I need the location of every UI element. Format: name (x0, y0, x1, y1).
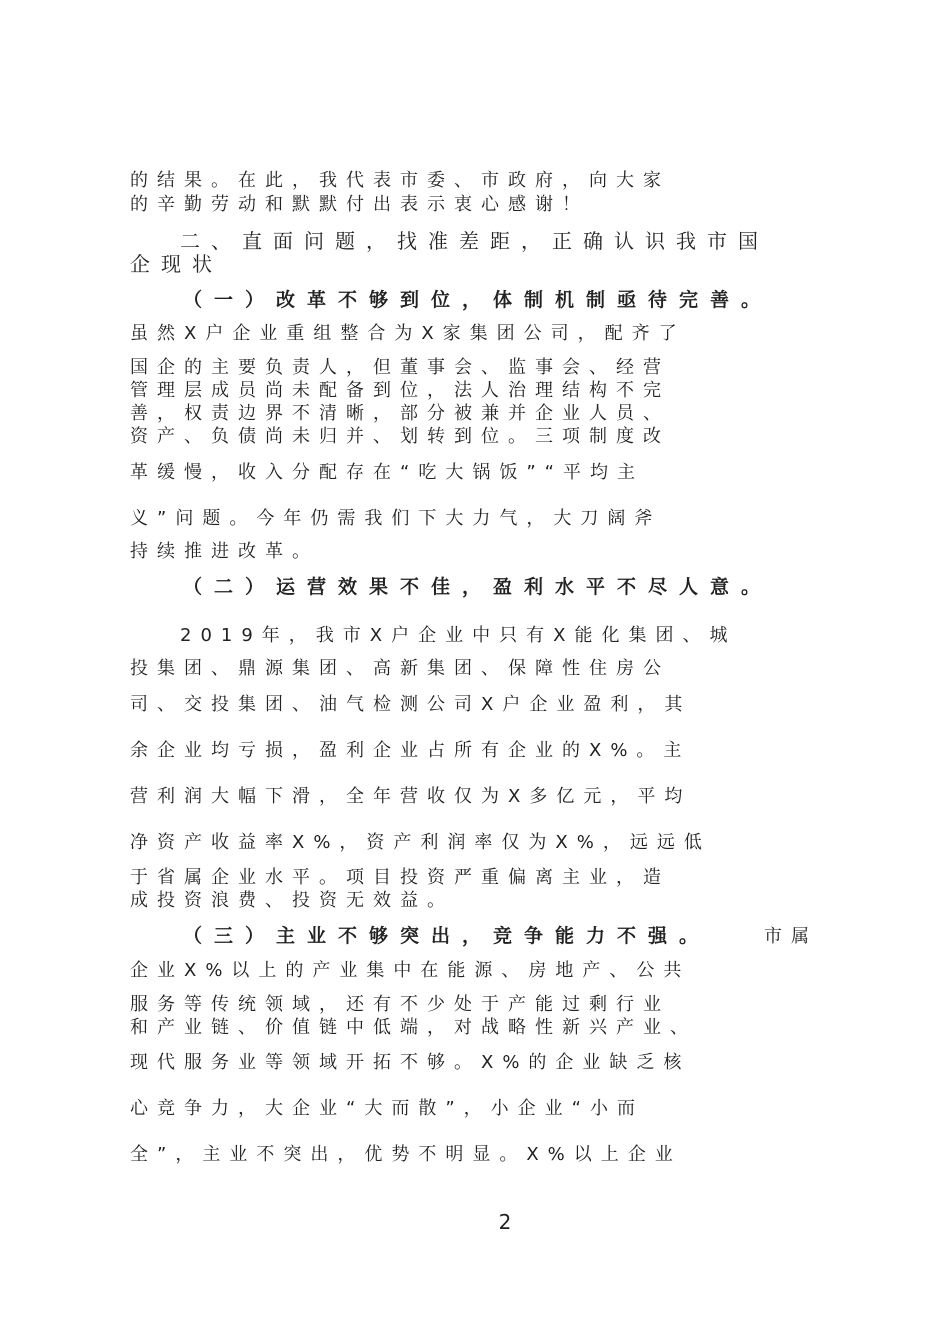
page-number: 2 (498, 1210, 512, 1234)
text-line: 全”，主业不突出，优势不明显。X%以上企业 (130, 1144, 682, 1165)
text-line: 持续推进改革。 (130, 541, 319, 562)
subheading-1: （一）改革不够到位，体制机制亟待完善。 (183, 289, 773, 311)
text-line: 心竞争力，大企业“大而散”，小企业“小而 (130, 1098, 644, 1119)
text-line: 企业X%以上的产业集中在能源、房地产、公共 (130, 960, 691, 981)
text-line: 和产业链、价值链中低端，对战略性新兴产业、 (130, 1017, 697, 1038)
text-line: 现代服务业等领域开拓不够。X%的企业缺乏核 (130, 1052, 691, 1073)
text-line: 善，权责边界不清晰，部分被兼并企业人员、 (130, 403, 670, 424)
text-line: 的辛勤劳动和默默付出表示衷心感谢！ (130, 194, 589, 215)
text-line: 国企的主要负责人，但董事会、监事会、经营 (130, 357, 670, 378)
text-line: 余企业均亏损，盈利企业占所有企业的X%。主 (130, 740, 691, 761)
subheading-3: （三）主业不够突出，竞争能力不强。 (183, 925, 711, 947)
text-line: 管理层成员尚未配备到位，法人治理结构不完 (130, 380, 670, 401)
text-line: 义”问题。今年仍需我们下大力气，大刀阔斧 (130, 508, 662, 529)
text-line: 营利润大幅下滑，全年营收仅为X多亿元，平均 (130, 786, 692, 807)
text-line: 市属 (764, 926, 818, 947)
text-line: 于省属企业水平。项目投资严重偏离主业，造 (130, 867, 670, 888)
text-line: 革缓慢，收入分配存在“吃大锅饭”“平均主 (130, 462, 644, 483)
subheading-2: （二）运营效果不佳，盈利水平不尽人意。 (183, 576, 773, 598)
text-line: 服务等传统领域，还有不少处于产能过剩行业 (130, 994, 670, 1015)
text-line: 成投资浪费、投资无效益。 (130, 890, 454, 911)
text-line: 2019年，我市X户企业中只有X能化集团、城 (180, 625, 737, 646)
text-line: 的结果。在此，我代表市委、市政府，向大家 (130, 170, 670, 191)
text-line: 资产、负债尚未归并、划转到位。三项制度改 (130, 426, 670, 447)
text-line: 司、交投集团、油气检测公司X户企业盈利，其 (130, 694, 692, 715)
section-heading-cont: 企现状 (130, 252, 223, 276)
text-line: 投集团、鼎源集团、高新集团、保障性住房公 (130, 658, 670, 679)
section-heading: 二、直面问题，找准差距，正确认识我市国 (180, 229, 769, 253)
text-line: 虽然X户企业重组整合为X家集团公司，配齐了 (130, 323, 686, 344)
text-line: 净资产收益率X%，资产利润率仅为X%，远远低 (130, 832, 711, 853)
